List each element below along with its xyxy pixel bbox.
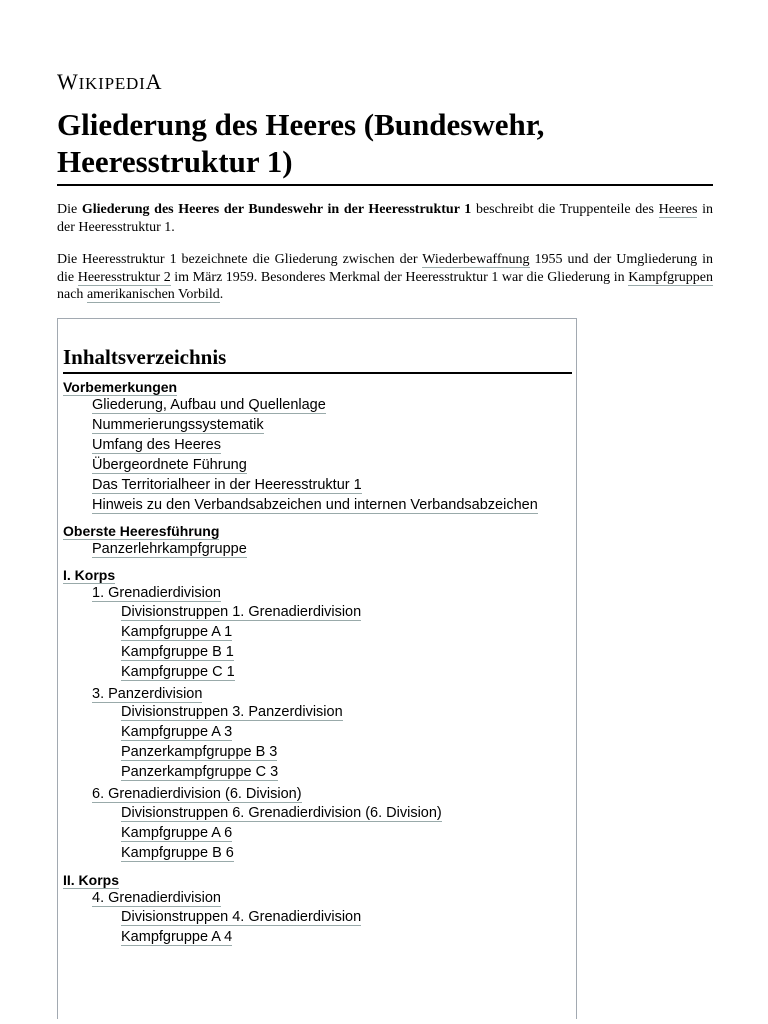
toc-item-ii-korps[interactable]: II. Korps xyxy=(63,872,120,888)
toc-item-divisionstruppen-6[interactable]: Divisionstruppen 6. Grenadierdivision (6. Division) xyxy=(121,805,442,821)
toc-item-gliederung-aufbau[interactable]: Gliederung, Aufbau und Quellenlage xyxy=(92,397,326,413)
intro-text: in der Heeresstruktur 1. xyxy=(57,202,713,235)
toc-item-uebergeordnete-fuehrung[interactable]: Übergeordnete Führung xyxy=(92,457,247,473)
logo-letters-middle: IKIPEDI xyxy=(78,74,146,93)
toc-item-kampfgruppe-b6[interactable]: Kampfgruppe B 6 xyxy=(121,845,234,861)
toc-item-4-grenadierdivision[interactable]: 4. Grenadierdivision xyxy=(92,890,221,906)
toc-item-6-grenadierdivision[interactable]: 6. Grenadierdivision (6. Division) xyxy=(92,786,302,802)
intro-text: im März 1959. Besonderes Merkmal der Heeresstruktur 1 war die Gliederung in xyxy=(170,269,629,285)
toc-item-verbandsabzeichen[interactable]: Hinweis zu den Verbandsabzeichen und internen Verbandsabzeichen xyxy=(92,497,538,513)
intro-paragraph-2 xyxy=(57,251,713,304)
logo-letter-last: A xyxy=(145,69,163,94)
toc-item-vorbemerkungen[interactable]: Vorbemerkungen xyxy=(63,379,178,395)
link-wiederbewaffnung[interactable]: Wiederbewaffnung xyxy=(422,252,530,267)
wikipedia-logo[interactable] xyxy=(57,69,162,95)
toc-item-divisionstruppen-3[interactable]: Divisionstruppen 3. Panzerdivision xyxy=(121,704,343,720)
toc-item-divisionstruppen-1[interactable]: Divisionstruppen 1. Grenadierdivision xyxy=(121,604,362,620)
toc-item-1-grenadierdivision[interactable]: 1. Grenadierdivision xyxy=(92,585,221,601)
toc-item-kampfgruppe-a6[interactable]: Kampfgruppe A 6 xyxy=(121,825,233,841)
logo-letter-first: W xyxy=(57,69,79,94)
intro-text: Die xyxy=(57,202,82,217)
intro-text: . xyxy=(219,287,224,302)
link-heeresstruktur-2[interactable]: Heeresstruktur 2 xyxy=(77,269,171,285)
toc-item-kampfgruppe-a4[interactable]: Kampfgruppe A 4 xyxy=(121,929,233,945)
toc-item-territorialheer[interactable]: Das Territorialheer in der Heeresstruktur 1 xyxy=(92,477,362,493)
link-heeres[interactable]: Heeres xyxy=(658,202,698,217)
toc-title: Inhaltsverzeichnis xyxy=(63,345,572,374)
intro-text: Die Heeresstruktur 1 bezeichnete die Gliederung zwischen der xyxy=(57,252,423,267)
toc-item-nummerierungssystematik[interactable]: Nummerierungssystematik xyxy=(92,417,264,433)
toc-item-kampfgruppe-c1[interactable]: Kampfgruppe C 1 xyxy=(121,664,235,680)
toc-item-oberste-heeresfuehrung[interactable]: Oberste Heeresführung xyxy=(63,523,220,539)
link-amerikanischen-vorbild[interactable]: amerikanischen Vorbild xyxy=(86,287,220,302)
page-title: Gliederung des Heeres (Bundeswehr, Heeresstruktur 1) xyxy=(57,106,713,186)
intro-text: 1955 und der Umgliederung in die xyxy=(57,252,713,285)
toc-item-umfang-des-heeres[interactable]: Umfang des Heeres xyxy=(92,437,221,453)
toc-item-panzerkampfgruppe-b3[interactable]: Panzerkampfgruppe B 3 xyxy=(121,744,278,760)
intro-text: beschreibt die Truppenteile des xyxy=(471,202,659,217)
intro-paragraph-1 xyxy=(57,201,713,236)
toc-item-kampfgruppe-b1[interactable]: Kampfgruppe B 1 xyxy=(121,644,234,660)
link-kampfgruppen[interactable]: Kampfgruppen xyxy=(628,269,714,285)
intro-bold-term: Gliederung des Heeres der Bundeswehr in der Heeresstruktur 1 xyxy=(81,202,472,217)
table-of-contents xyxy=(57,318,577,1019)
toc-item-3-panzerdivision[interactable]: 3. Panzerdivision xyxy=(92,686,203,702)
toc-item-i-korps[interactable]: I. Korps xyxy=(63,567,116,583)
toc-item-kampfgruppe-a3[interactable]: Kampfgruppe A 3 xyxy=(121,724,233,740)
toc-item-kampfgruppe-a1[interactable]: Kampfgruppe A 1 xyxy=(121,624,233,640)
intro-text: nach xyxy=(57,287,87,302)
toc-item-divisionstruppen-4[interactable]: Divisionstruppen 4. Grenadierdivision xyxy=(121,909,362,925)
toc-item-panzerlehrkampfgruppe[interactable]: Panzerlehrkampfgruppe xyxy=(92,541,247,557)
toc-item-panzerkampfgruppe-c3[interactable]: Panzerkampfgruppe C 3 xyxy=(121,764,279,780)
